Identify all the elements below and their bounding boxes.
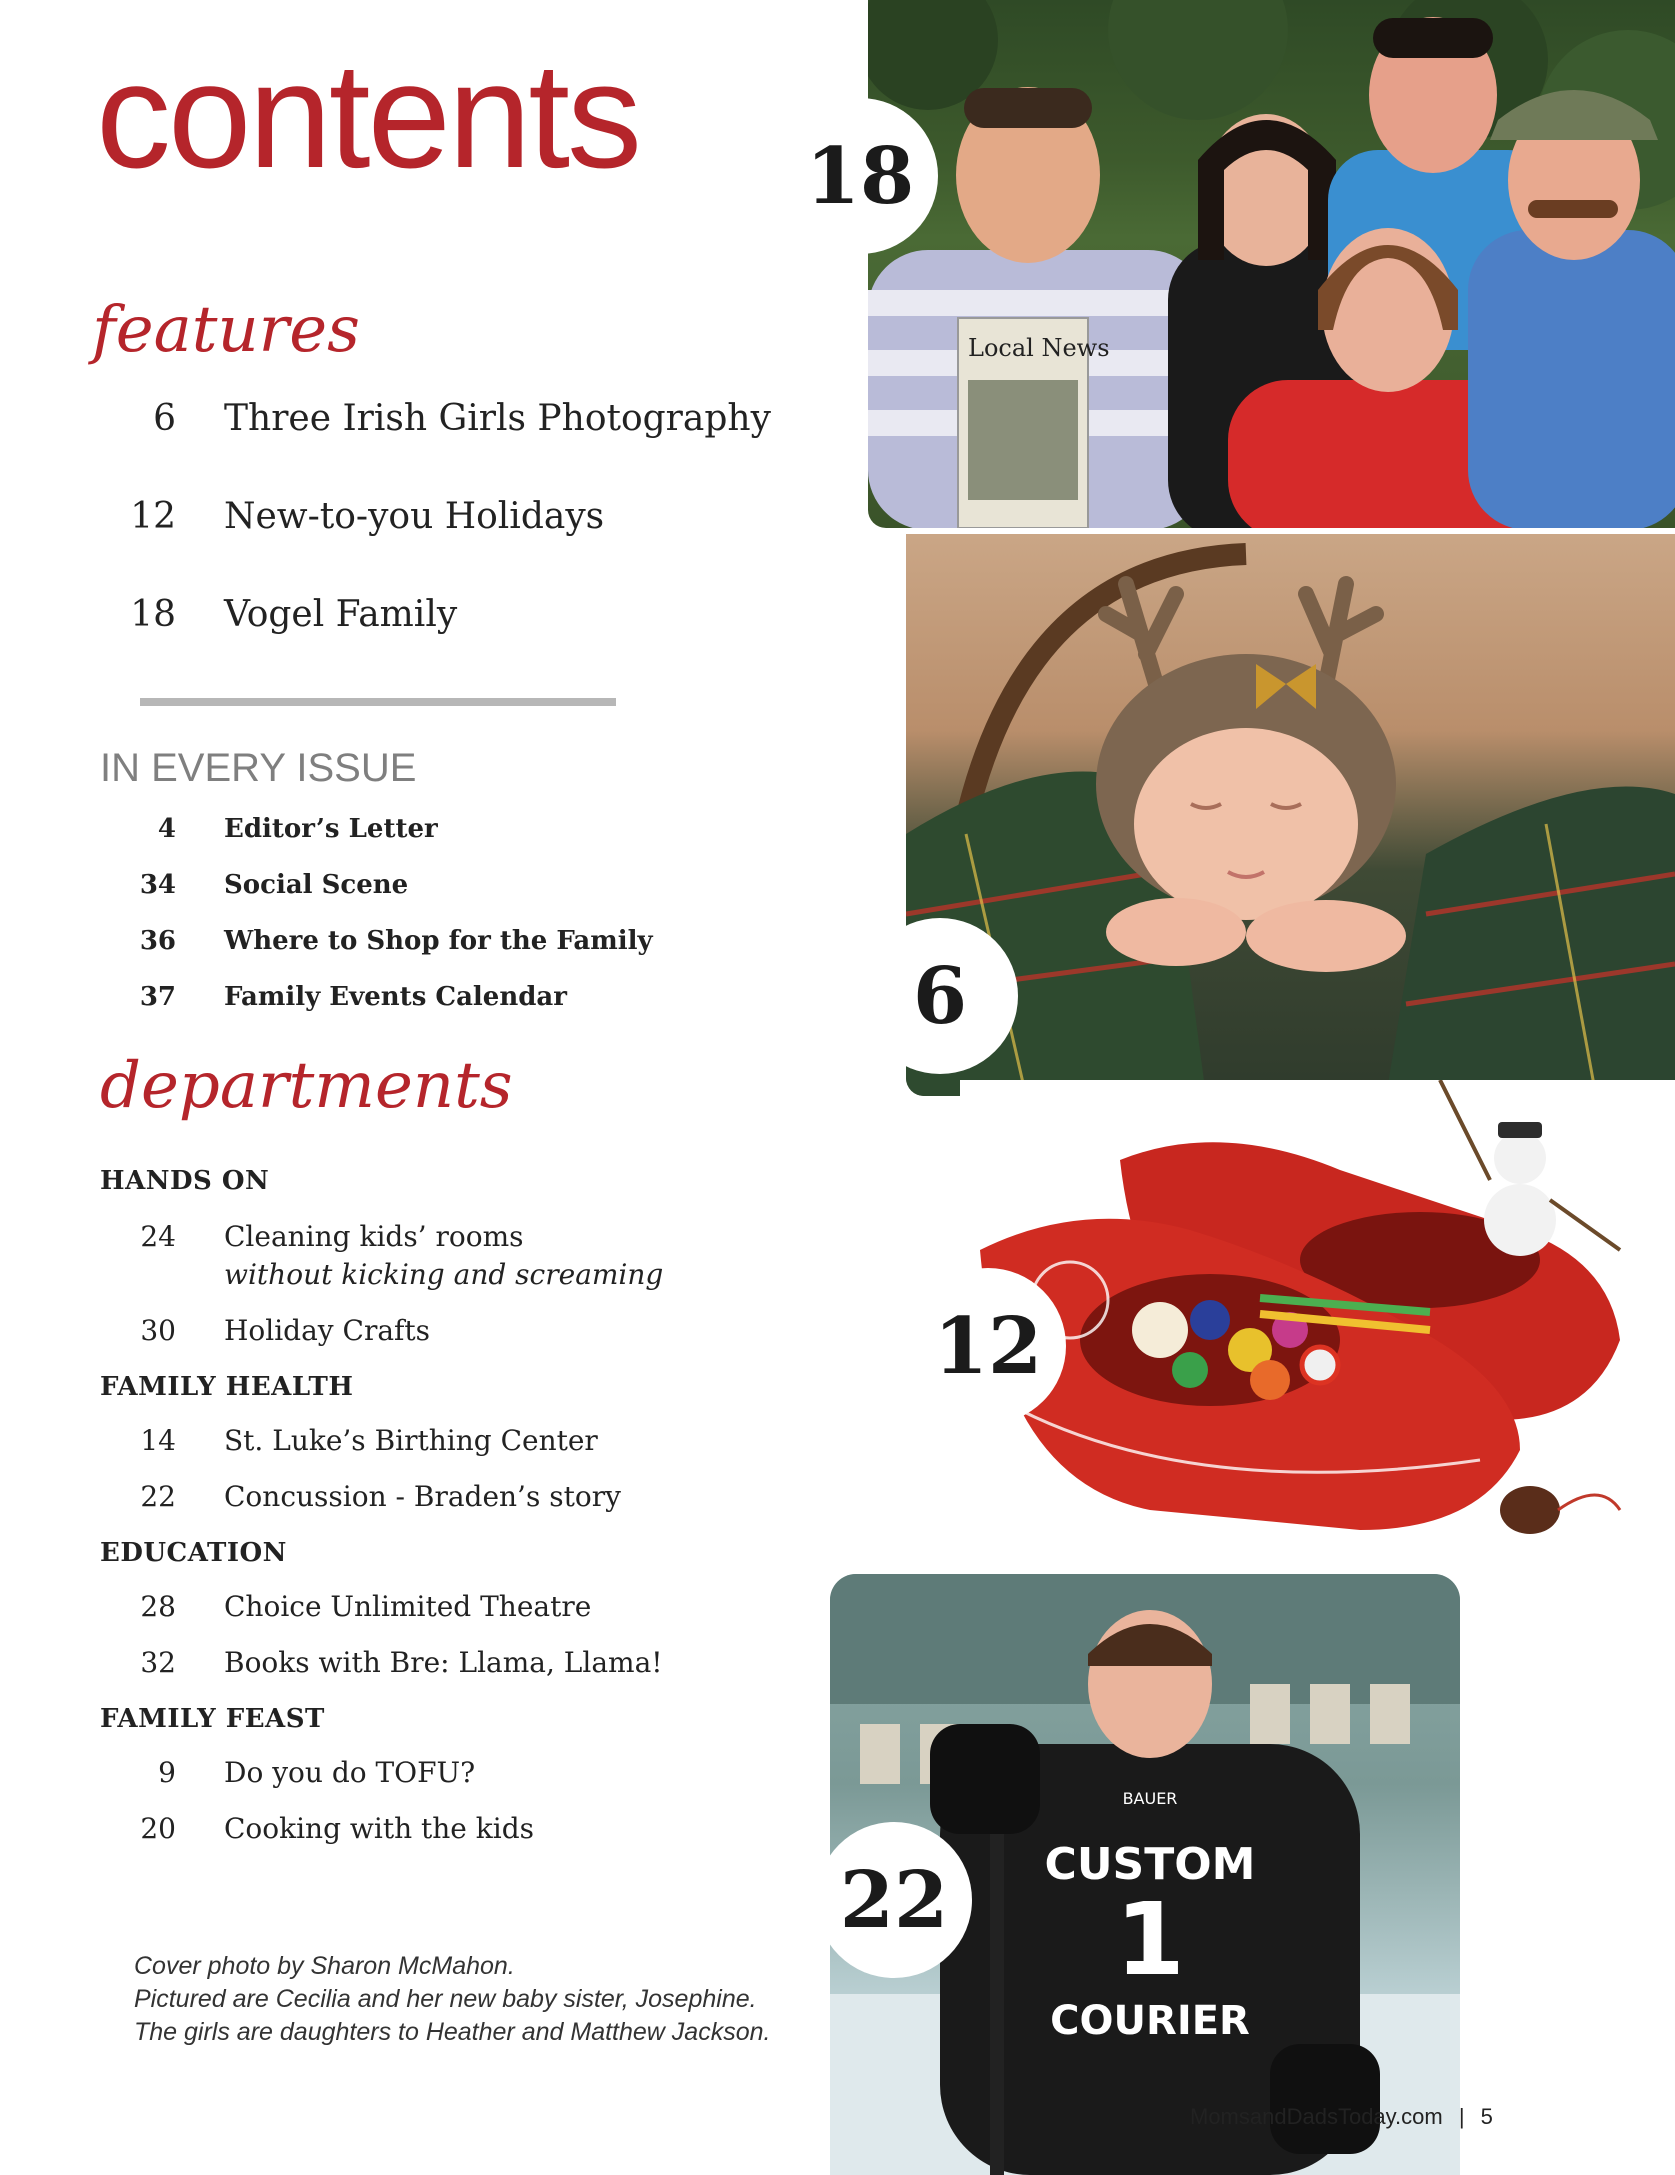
- feature-page-number: 12: [130, 496, 176, 537]
- jersey-top-text: CUSTOM: [1044, 1839, 1256, 1890]
- jersey-bottom-text: COURIER: [1050, 1998, 1250, 2044]
- feature-title: New-to-you Holidays: [224, 496, 605, 537]
- page-number: 5: [1480, 2104, 1493, 2129]
- every-issue-heading: IN EVERY ISSUE: [100, 746, 417, 790]
- dept-group-heading: HANDS ON: [100, 1166, 270, 1196]
- cover-caption: [134, 1950, 770, 2049]
- dept-group-heading: EDUCATION: [100, 1538, 287, 1568]
- dept-title: Cleaning kids’ rooms: [224, 1220, 524, 1253]
- dept-page-number: 24: [140, 1220, 176, 1253]
- dept-page-number: 14: [140, 1424, 176, 1457]
- footer: [1190, 2104, 1493, 2130]
- dept-title: Choice Unlimited Theatre: [224, 1590, 592, 1623]
- caption-line: Pictured are Cecilia and her new baby sister, Josephine.: [134, 1985, 757, 2013]
- feature-page-number: 6: [153, 398, 176, 439]
- section-divider: [140, 698, 616, 706]
- page-badge-22: 22: [816, 1822, 972, 1978]
- issue-title: Where to Shop for the Family: [224, 926, 653, 956]
- dept-title: Holiday Crafts: [224, 1314, 431, 1347]
- vogel-family-photo[interactable]: [868, 0, 1675, 528]
- dept-page-number: 30: [140, 1314, 176, 1347]
- departments-heading: departments: [100, 1049, 513, 1123]
- dept-page-number: 28: [140, 1590, 176, 1623]
- feature-title: Three Irish Girls Photography: [224, 398, 771, 439]
- caption-line: Cover photo by Sharon McMahon.: [134, 1952, 515, 1980]
- features-heading: features: [92, 293, 360, 367]
- dept-page-number: 9: [158, 1756, 176, 1789]
- dept-page-number: 32: [140, 1646, 176, 1679]
- baby-illustration: [906, 534, 1675, 1096]
- shoes-illustration: [960, 1080, 1675, 1610]
- dept-title: Do you do TOFU?: [224, 1756, 476, 1789]
- feature-title: Vogel Family: [224, 594, 458, 635]
- caption-line: The girls are daughters to Heather and Matthew Jackson.: [134, 2018, 771, 2046]
- issue-page-number: 34: [139, 870, 176, 900]
- jersey-brand: BAUER: [1122, 1789, 1178, 1808]
- dept-subtitle: without kicking and screaming: [224, 1258, 664, 1291]
- newspaper-title: Local News: [968, 334, 1110, 362]
- dept-title: Books with Bre: Llama, Llama!: [224, 1646, 663, 1679]
- wooden-shoes-photo[interactable]: [960, 1080, 1675, 1610]
- page-badge-18: 18: [782, 98, 938, 254]
- footer-site[interactable]: MomsandDadsToday.com: [1190, 2104, 1443, 2129]
- issue-page-number: 36: [139, 926, 176, 956]
- issue-page-number: 37: [139, 982, 176, 1012]
- issue-title: Family Events Calendar: [224, 982, 567, 1012]
- page-badge-12: 12: [910, 1268, 1066, 1424]
- jersey-number: 1: [1115, 1881, 1185, 1998]
- feature-page-number: 18: [130, 594, 176, 635]
- page-title: contents: [96, 31, 640, 199]
- dept-group-heading: FAMILY FEAST: [100, 1704, 325, 1734]
- dept-title: Cooking with the kids: [224, 1812, 534, 1845]
- dept-page-number: 22: [140, 1480, 176, 1513]
- dept-group-heading: FAMILY HEALTH: [100, 1372, 354, 1402]
- family-illustration: [868, 0, 1675, 528]
- dept-title: Concussion - Braden’s story: [224, 1480, 621, 1513]
- issue-title: Editor’s Letter: [224, 814, 438, 844]
- newborn-reindeer-photo[interactable]: [906, 534, 1675, 1096]
- issue-page-number: 4: [157, 814, 176, 844]
- dept-title: St. Luke’s Birthing Center: [224, 1424, 598, 1457]
- footer-separator: |: [1458, 2104, 1465, 2129]
- page-badge-6: 6: [862, 918, 1018, 1074]
- dept-page-number: 20: [140, 1812, 176, 1845]
- issue-title: Social Scene: [224, 870, 409, 900]
